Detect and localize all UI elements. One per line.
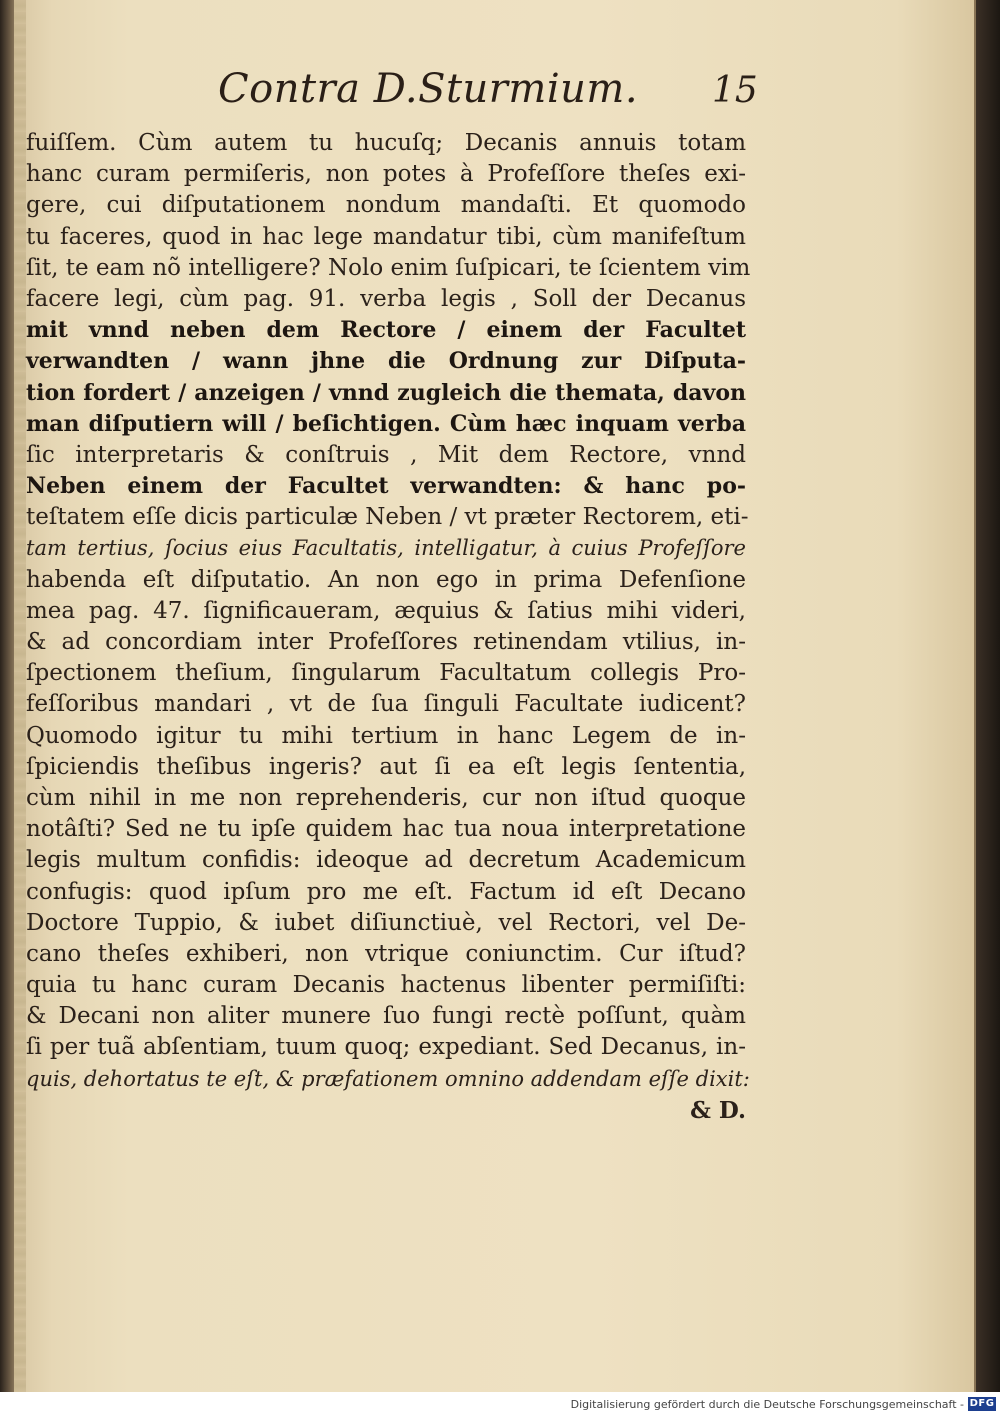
- text-line: quis, dehortatus te eſt, & præfationem omnino addendam eſſe dixit:: [26, 1066, 750, 1091]
- text-line: ſpiciendis theſibus ingeris? aut ſi ea eſt legis ſententia,: [26, 753, 746, 780]
- text-line: teſtatem eſſe dicis particulæ Neben / vt præter Rectorem, eti-: [26, 504, 749, 531]
- text-line: confugis: quod ipſum pro me eſt. Factum id eſt Decano: [26, 878, 746, 905]
- dfg-logo-icon: DFG: [969, 1398, 995, 1409]
- text-line: gere, cui diſputationem nondum mandaſti. Et quomodo: [26, 192, 746, 219]
- text-line: cùm nihil in me non reprehenderis, cur non iſtud quoque: [26, 784, 746, 811]
- text-line: legis multum confidis: ideoque ad decretum Academicum: [26, 847, 746, 874]
- text-line: mit vnnd neben dem Rectore / einem der Facultet: [26, 317, 746, 344]
- text-line: facere legi, cùm pag. 91. verba legis , Soll der Decanus: [26, 285, 746, 312]
- text-line: Quomodo igitur tu mihi tertium in hanc Legem de in-: [26, 722, 746, 749]
- text-line: quia tu hanc curam Decanis hactenus libenter permiſiſti:: [26, 972, 746, 999]
- funding-credit: Digitalisierung gefördert durch die Deutsche Forschungsgemeinschaft -: [570, 1398, 964, 1411]
- page-gutter: [14, 0, 26, 1392]
- text-line: cano theſes exhiberi, non vtrique coniunctim. Cur iſtud?: [26, 940, 746, 967]
- text-line: & Decani non aliter munere ſuo fungi rectè poſſunt, quàm: [26, 1003, 746, 1030]
- text-line: verwandten / wann jhne die Ordnung zur Diſputa-: [26, 348, 746, 375]
- text-line: Doctore Tuppio, & iubet diſiunctiuè, vel Rectori, vel De-: [26, 909, 746, 936]
- text-line: ſpectionem theſium, ſingularum Facultatum collegis Pro-: [26, 660, 746, 687]
- running-head-title: Contra D.Sturmium.: [218, 66, 639, 112]
- text-line: Neben einem der Facultet verwandten: & hanc po-: [26, 473, 746, 500]
- text-line: tam tertius, ſocius eius Facultatis, intelligatur, à cuius Profeſſore: [26, 536, 746, 561]
- text-line: hanc curam permiſeris, non potes à Profeſſore theſes exi-: [26, 161, 746, 188]
- text-line: habenda eſt diſputatio. An non ego in prima Defenſione: [26, 566, 746, 593]
- text-line: tu faceres, quod in hac lege mandatur tibi, cùm manifeſtum: [26, 223, 746, 250]
- text-line: tion fordert / anzeigen / vnnd zugleich die themata, davon: [26, 379, 746, 406]
- running-head: [0, 62, 1000, 122]
- text-line: fuiſſem. Cùm autem tu hucuſq; Decanis annuis totam: [26, 130, 746, 156]
- text-line: feſſoribus mandari , vt de ſua ſinguli Facultate iudicent?: [26, 691, 746, 718]
- text-line: ſit, te eam nõ intelligere? Nolo enim ſuſpicari, te ſcientem vim: [26, 254, 751, 281]
- text-line: notâſti? Sed ne tu ipſe quidem hac tua noua interpretatione: [26, 816, 746, 843]
- text-line: ſi per tuã abſentiam, tuum quoq; expediant. Sed Decanus, in-: [26, 1034, 746, 1061]
- catchword: & D.: [690, 1096, 746, 1124]
- text-line: & ad concordiam inter Profeſſores retinendam vtilius, in-: [26, 629, 746, 655]
- text-line: mea pag. 47. ſignificaueram, æquius & ſatius mihi videri,: [26, 597, 746, 624]
- text-line: ſic interpretaris & conſtruis , Mit dem Rectore, vnnd: [26, 441, 746, 468]
- body-text: [26, 128, 751, 1126]
- footer-bar: [0, 1394, 1000, 1416]
- text-line: man diſputiern will / beſichtigen. Cùm hæc inquam verba: [26, 410, 746, 437]
- page-number: 15: [712, 70, 758, 111]
- page-edge-shadow: [976, 0, 1000, 1392]
